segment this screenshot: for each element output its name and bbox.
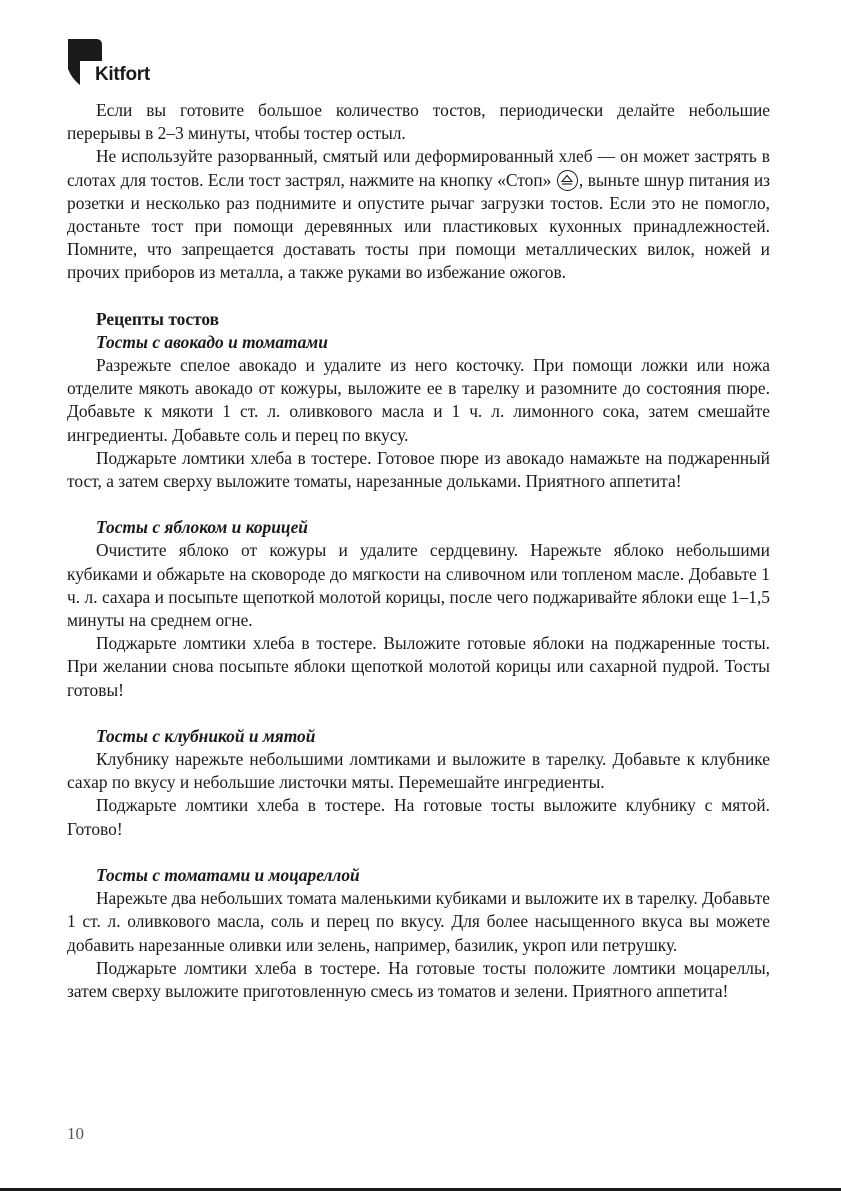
page-content [67,99,770,1003]
recipe-mozzarella-paragraph-2: Поджарьте ломтики хлеба в тостере. На готовые тосты положите ломтики моцареллы, затем сверху выложите приготовленную смесь из томатов и зелени. Приятного аппетита! [67,957,770,1001]
brand-name: Kitfort [95,64,150,85]
intro-p2-text-end: , выньте шнур питания из розетки и несколько раз поднимите и опустите рычаг загрузки тостов. Если это не помогло, достаньте тост при помощи деревянных или пластиковых кухонных принадлежностей. Помните, что запрещается доставать тосты при помощи металлических вилок, ножей и прочих приборов из металла, а также руками во избежание ожогов. [67,169,770,283]
recipe-title-avocado: Тосты с авокадо и томатами [96,331,328,352]
eject-stop-icon [557,170,578,191]
recipe-avocado-paragraph-1: Разрежьте спелое авокадо и удалите из него косточку. При помощи ложки или ножа отделите мякоть авокадо от кожуры, выложите ее в тарелку и разомните до состояния пюре. Добавьте к мякоти 1 ст. л. оливкового масла и 1 ч. л. лимонного сока, затем смешайте ингредиенты. Добавьте соль и перец по вкусу. [67,355,770,445]
recipe-mozzarella-paragraph-1: Нарежьте два небольших томата маленькими кубиками и выложите их в тарелку. Добавьте 1 ст. л. оливкового масла, соль и перец по вкусу. Для более насыщенного вкуса вы можете добавить нарезанные оливки или зелень, например, базилик, укроп или петрушку. [67,888,770,955]
recipe-apple-paragraph-2: Поджарьте ломтики хлеба в тостере. Выложите готовые яблоки на поджаренные тосты. При желании снова посыпьте яблоки щепоткой молотой корицы или сахарной пудрой. Тосты готовы! [67,633,770,700]
recipe-title-apple: Тосты с яблоком и корицей [96,517,308,538]
recipe-strawberry-paragraph-1: Клубнику нарежьте небольшими ломтиками и выложите в тарелку. Добавьте к клубнике сахар по вкусу и небольшие листочки мяты. Перемешайте ингредиенты. [67,749,770,793]
recipe-title-mozzarella: Тосты с томатами и моцареллой [96,864,360,885]
intro-p2-text-start: Не используйте разорванный, смятый или деформированный хлеб — он может застрять в слотах для тостов. Если тост застрял, нажмите на кнопку «Стоп» [67,146,770,190]
recipe-strawberry-paragraph-2: Поджарьте ломтики хлеба в тостере. На готовые тосты выложите клубнику с мятой. Готово! [67,795,770,839]
recipe-title-strawberry: Тосты с клубникой и мятой [96,725,316,746]
recipe-avocado-paragraph-2: Поджарьте ломтики хлеба в тостере. Готовое пюре из авокадо намажьте на поджаренный тост, а затем сверху выложите томаты, нарезанные дольками. Приятного аппетита! [67,447,770,492]
recipe-apple-paragraph-1: Очистите яблоко от кожуры и удалите сердцевину. Нарежьте яблоко небольшими кубиками и обжарьте на сковороде до мягкости на сливочном или топленом масле. Добавьте 1 ч. л. сахара и посыпьте щепоткой молотой корицы, после чего поджаривайте яблоки еще 1–1,5 минуты на среднем огне. [67,540,770,631]
intro-paragraph-1: Если вы готовите большое количество тостов, периодически делайте небольшие перерывы в 2–3 минуты, чтобы тостер остыл. [67,100,770,144]
kitfort-logo [68,39,178,87]
recipes-heading: Рецепты тостов [96,308,220,329]
intro-paragraph-2 [67,145,770,284]
page-number: 10 [67,1124,84,1143]
